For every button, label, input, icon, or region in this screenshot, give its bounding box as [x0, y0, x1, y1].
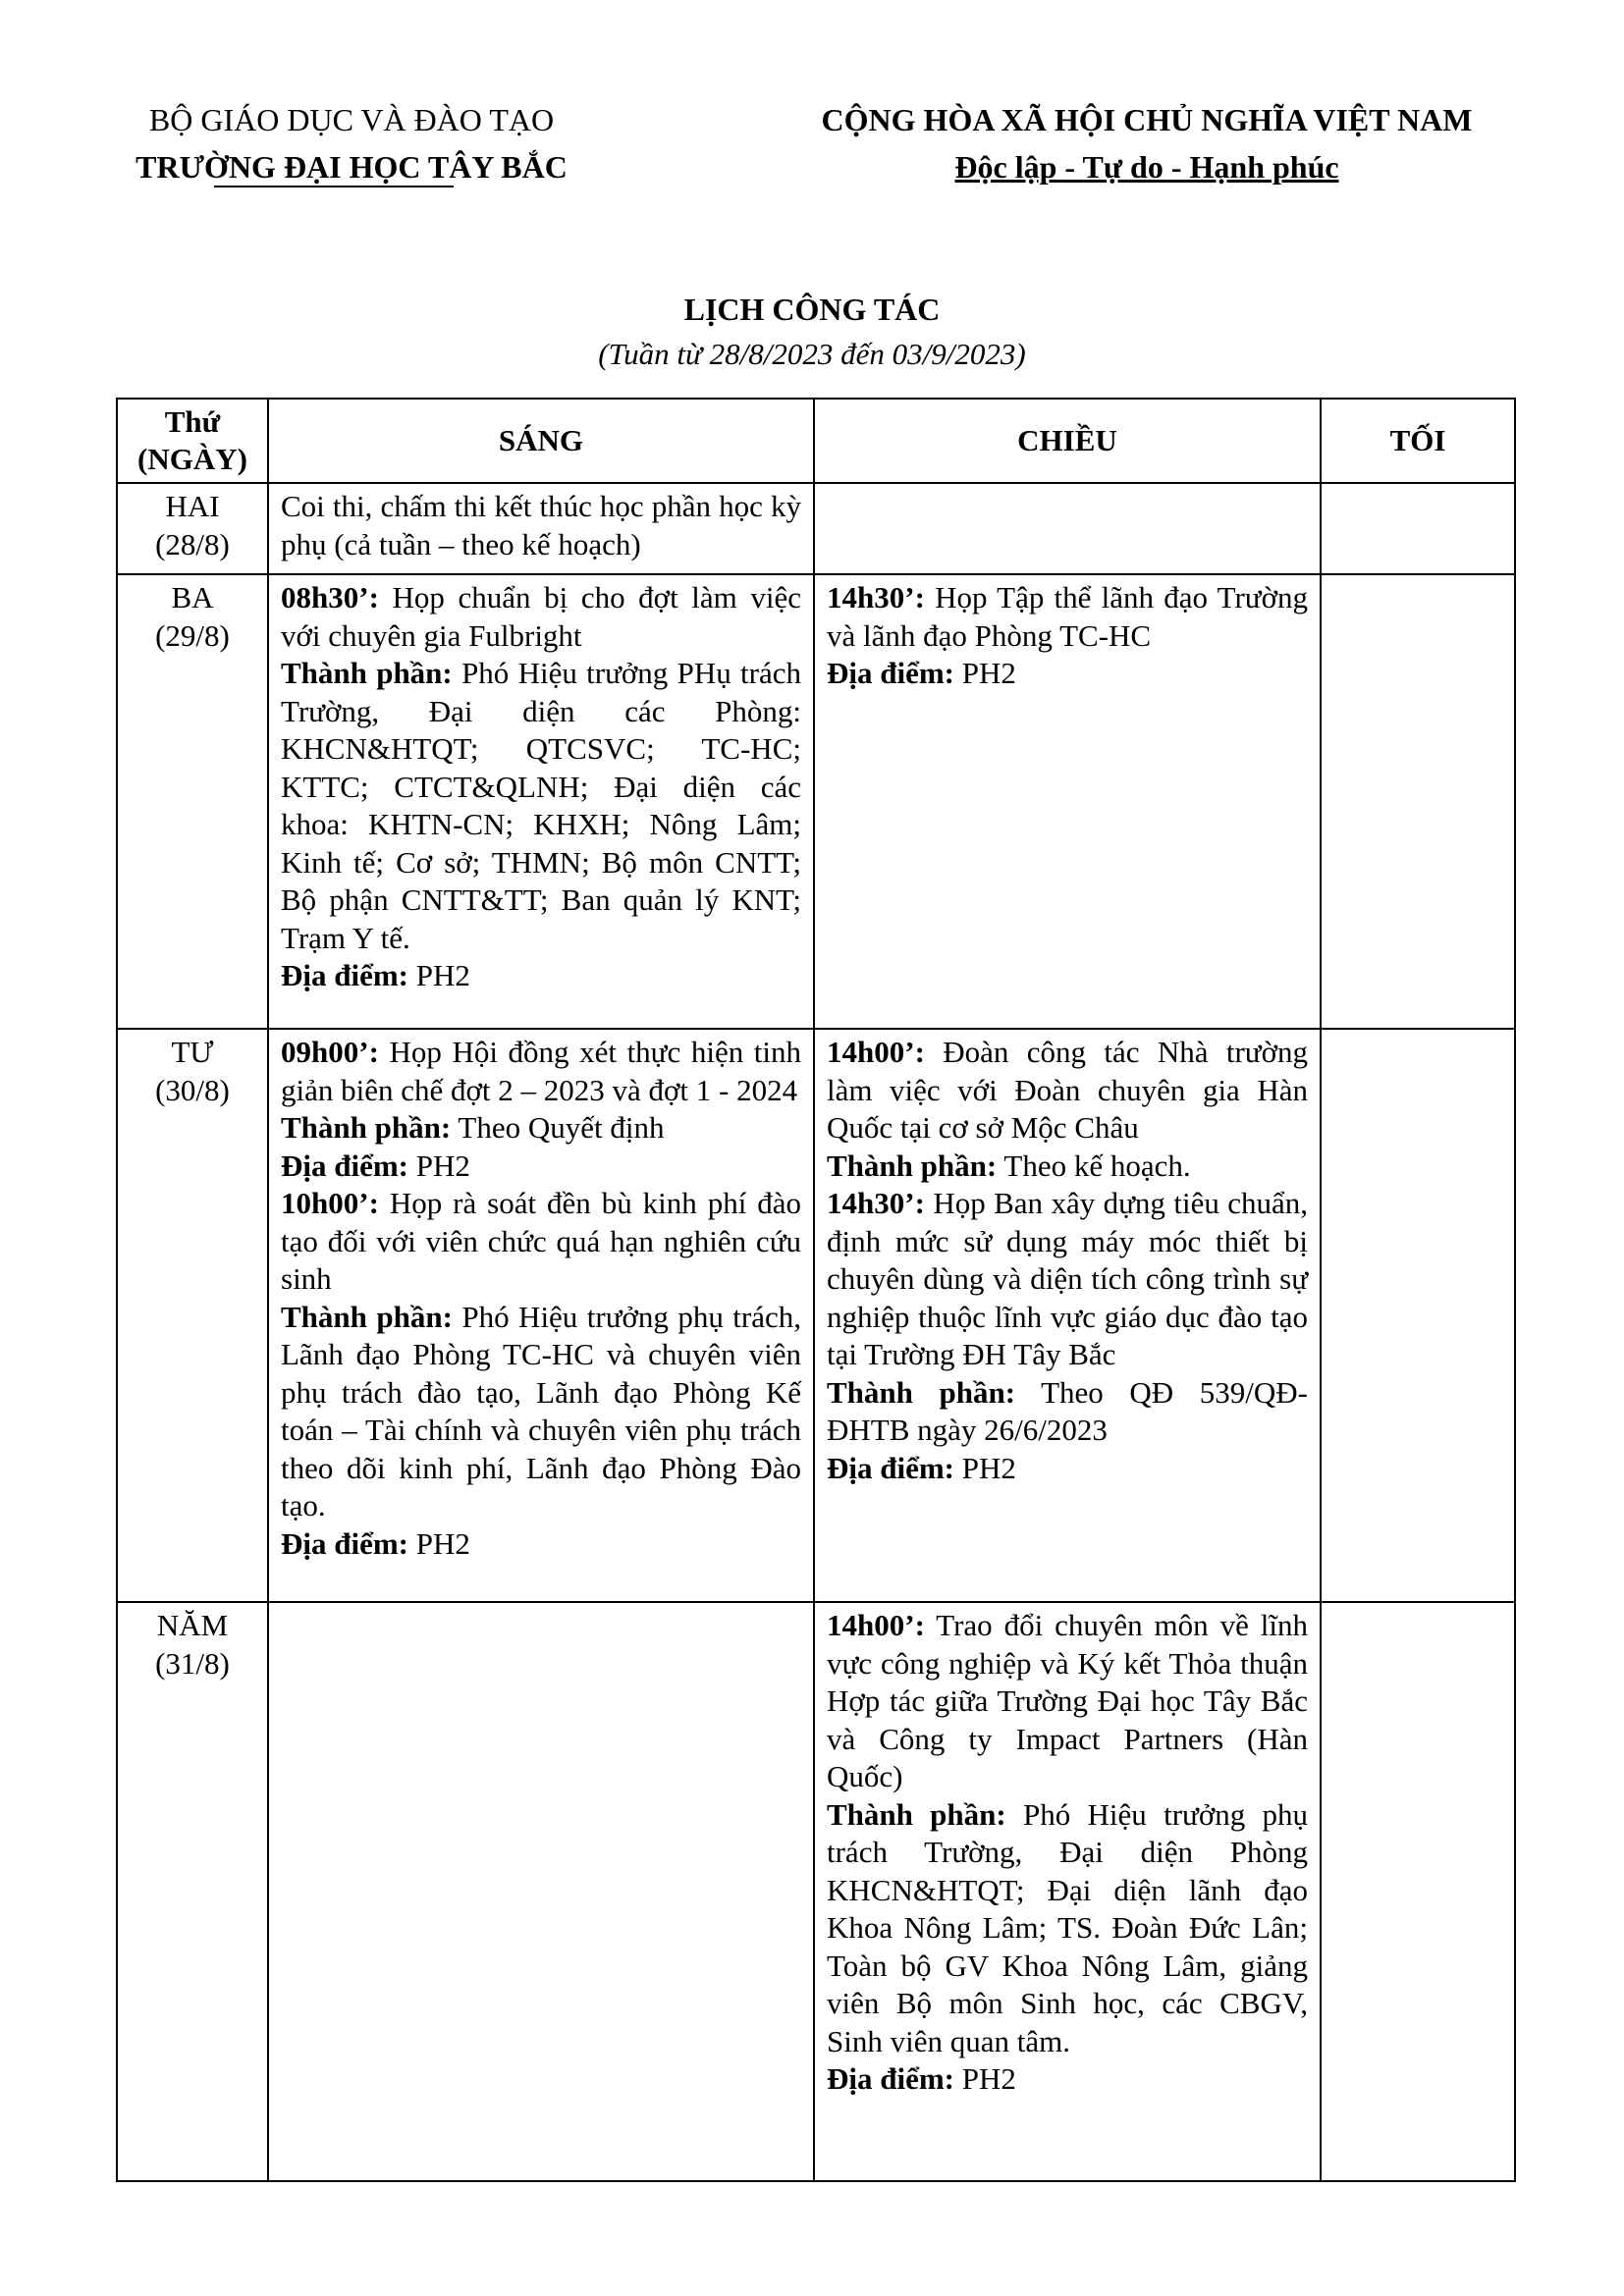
schedule-row [117, 483, 1515, 574]
day-cell [117, 574, 268, 1029]
entry-label: Địa điểm: [827, 2061, 955, 2096]
afternoon-cell [814, 483, 1321, 574]
entry-label: Địa điểm: [281, 1148, 409, 1183]
schedule-entry [827, 1450, 1308, 1488]
entry-text: Coi thi, chấm thi kết thúc học phần học kỳ phụ (cả tuần – theo kế hoạch) [281, 489, 801, 561]
entry-text: Theo kế hoạch. [1003, 1148, 1191, 1183]
entry-label: Thành phần: [281, 1299, 453, 1334]
entry-label: Thành phần: [827, 1148, 998, 1183]
schedule-entry [281, 1148, 801, 1186]
national-motto: Độc lập - Tự do - Hạnh phúc [954, 149, 1339, 185]
evening-column-header: TỐI [1321, 399, 1515, 483]
afternoon-cell [814, 1602, 1321, 2181]
entry-text: Họp Ban xây dựng tiêu chuẩn, định mức sử dụng máy móc thiết bị chuyên dùng và diện tích công trình sự nghiệp thuộc lĩnh vực giáo dục đào tạo tại Trường ĐH Tây Bắc [827, 1186, 1309, 1371]
evening-cell [1321, 483, 1515, 574]
national-header [784, 96, 1510, 190]
entry-text: Theo QĐ 539/QĐ-ĐHTB ngày 26/6/2023 [827, 1374, 1308, 1447]
day-cell [117, 1029, 268, 1602]
day-date: (29/8) [155, 617, 230, 653]
evening-cell [1321, 574, 1515, 1029]
day-name: NĂM [156, 1608, 229, 1642]
entry-text: PH2 [415, 1525, 470, 1561]
entry-text: Họp chuẩn bị cho đợt làm việc với chuyên gia Fulbright [281, 580, 802, 653]
entry-label: 08h30’: [281, 580, 379, 614]
entry-text: PH2 [415, 1148, 470, 1183]
document-title: LỊCH CÔNG TÁC [683, 292, 941, 327]
evening-cell [1321, 1602, 1515, 2181]
day-name: TƯ [171, 1035, 214, 1069]
entry-text: PH2 [961, 2061, 1016, 2096]
schedule-table [116, 398, 1516, 2182]
schedule-entry [827, 1796, 1308, 2061]
entry-label: Địa điểm: [827, 656, 955, 690]
day-date: (30/8) [155, 1072, 230, 1107]
day-cell [117, 1602, 268, 2181]
schedule-entry [827, 1607, 1308, 1796]
entry-label: Địa điểm: [281, 958, 409, 992]
schedule-entry [827, 579, 1308, 655]
schedule-entry [281, 1034, 801, 1109]
entry-text: PH2 [415, 958, 470, 992]
schedule-entry [827, 1185, 1308, 1374]
document-subtitle: (Tuần từ 28/8/2023 đến 03/9/2023) [598, 337, 1026, 371]
entry-text: Họp Hội đồng xét thực hiện tinh giản biên chế đợt 2 – 2023 và đợt 1 - 2024 [281, 1035, 802, 1107]
entry-text: Họp rà soát đền bù kinh phí đào tạo đối với viên chức quá hạn nghiên cứu sinh [281, 1186, 801, 1296]
header-divider [214, 186, 454, 187]
entry-text: PH2 [961, 1450, 1016, 1485]
morning-column-header: SÁNG [268, 399, 814, 483]
entry-label: Thành phần: [281, 1110, 452, 1145]
schedule-entry [281, 1109, 801, 1148]
entry-label: 14h00’: [827, 1035, 925, 1069]
entry-label: 10h00’: [281, 1186, 379, 1220]
schedule-entry [281, 957, 801, 995]
entry-text: Đoàn công tác Nhà trường làm việc với Đoàn chuyên gia Hàn Quốc tại cơ sở Mộc Châu [827, 1035, 1308, 1145]
afternoon-cell [814, 1029, 1321, 1602]
morning-cell [268, 574, 814, 1029]
entry-label: 09h00’: [281, 1035, 379, 1069]
schedule-entry [827, 1374, 1308, 1450]
morning-cell [268, 483, 814, 574]
schedule-entry [281, 1525, 801, 1564]
entry-label: 14h30’: [827, 580, 925, 614]
ministry-name: BỘ GIÁO DỤC VÀ ĐÀO TẠO [148, 102, 555, 137]
entry-label: 14h30’: [827, 1186, 925, 1220]
day-date: (31/8) [155, 1645, 230, 1681]
schedule-entry [281, 488, 801, 563]
entry-label: Thành phần: [827, 1374, 1016, 1410]
schedule-body [117, 483, 1515, 2181]
day-name: HAI [165, 489, 220, 523]
schedule-row [117, 1029, 1515, 1602]
entry-text: PH2 [961, 656, 1016, 690]
day-cell [117, 483, 268, 574]
schedule-entry [281, 1299, 801, 1525]
schedule-entry [281, 579, 801, 655]
entry-label: Địa điểm: [827, 1450, 955, 1485]
entry-text: Trao đổi chuyên môn về lĩnh vực công nghiệp và Ký kết Thỏa thuận Hợp tác giữa Trường Đại học Tây Bắc và Công ty Impact Partners (Hàn Quốc) [827, 1608, 1308, 1793]
afternoon-cell [814, 574, 1321, 1029]
schedule-entry [827, 655, 1308, 693]
entry-text: Phó Hiệu trưởng PHụ trách Trường, Đại diện các Phòng: KHCN&HTQT; QTCSVC; TC-HC; KTTC; CTCT&QLNH; Đại diện các khoa: KHTN-CN; KHXH; Nông Lâm; Kinh tế; Cơ sở; THMN; Bộ môn CNTT; Bộ phận CNTT&TT; Ban quản lý KNT; Trạm Y tế. [281, 656, 801, 955]
entry-text: Họp Tập thể lãnh đạo Trường và lãnh đạo Phòng TC-HC [827, 580, 1308, 653]
schedule-entry [827, 1034, 1308, 1148]
entry-label: Thành phần: [827, 1796, 1006, 1832]
schedule-entry [827, 1148, 1308, 1186]
schedule-row [117, 1602, 1515, 2181]
day-name: BA [171, 580, 214, 614]
table-header-row [117, 399, 1515, 483]
morning-cell [268, 1029, 814, 1602]
entry-text: Phó Hiệu trưởng phụ trách Trường, Đại diện Phòng KHCN&HTQT; Đại diện lãnh đạo Khoa Nông Lâm; TS. Đoàn Đức Lân; Toàn bộ GV Khoa Nông Lâm, giảng viên Bộ môn Sinh học, các CBGV, Sinh viên quan tâm. [827, 1796, 1308, 2058]
entry-label: Địa điểm: [281, 1525, 409, 1561]
university-name: TRƯỜNG ĐẠI HỌC TÂY BẮC [135, 149, 568, 185]
schedule-entry [281, 655, 801, 957]
morning-cell [268, 1602, 814, 2181]
schedule-row [117, 574, 1515, 1029]
entry-text: Phó Hiệu trưởng phụ trách, Lãnh đạo Phòng TC-HC và chuyên viên phụ trách đào tạo, Lãnh đạo Phòng Kế toán – Tài chính và chuyên viên phụ trách theo dõi kinh phí, Lãnh đạo Phòng Đào tạo. [281, 1299, 801, 1522]
evening-cell [1321, 1029, 1515, 1602]
entry-label: 14h00’: [827, 1608, 925, 1642]
country-name: CỘNG HÒA XÃ HỘI CHỦ NGHĨA VIỆT NAM [821, 102, 1473, 137]
schedule-entry [281, 1185, 801, 1299]
day-column-header: Thứ (NGÀY) [117, 399, 268, 483]
entry-label: Thành phần: [281, 656, 453, 690]
entry-text: Theo Quyết định [458, 1110, 665, 1145]
ministry-header [116, 96, 587, 190]
day-date: (28/8) [155, 526, 230, 561]
schedule-entry [827, 2060, 1308, 2099]
afternoon-column-header: CHIỀU [814, 399, 1321, 483]
